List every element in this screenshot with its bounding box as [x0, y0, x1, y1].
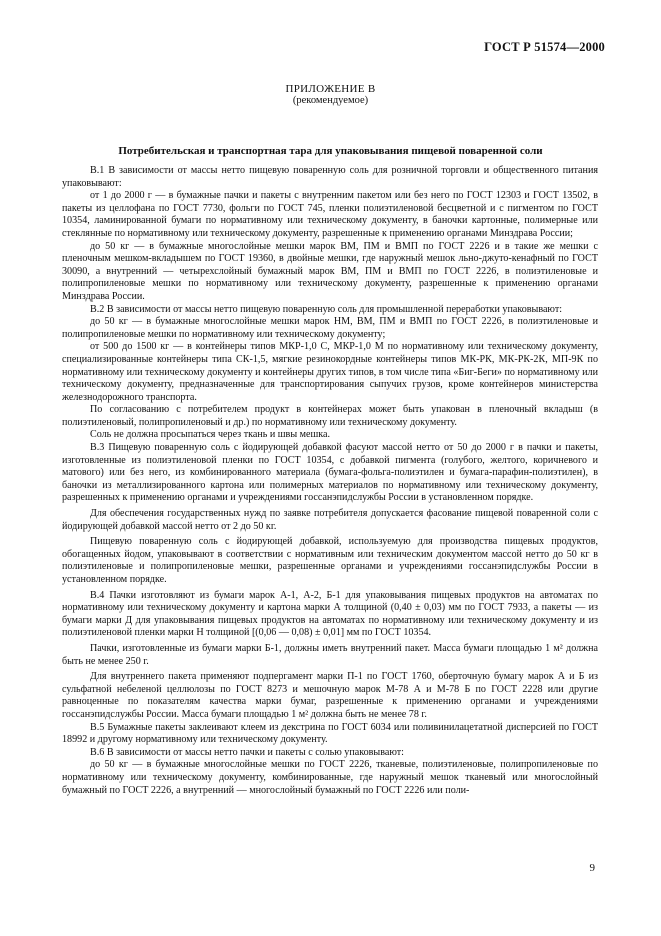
page-number: 9: [589, 862, 595, 874]
paragraph-v2: В.2 В зависимости от массы нетто пищевую поваренную соль для промышленной переработки упаковывают:: [90, 303, 563, 315]
paragraph: Пачки, изготовленные из бумаги марки Б-1, должны иметь внутренний пакет. Масса бумаги площадью 1 м² должна быть не менее 250 г.: [62, 642, 598, 667]
paragraph: Для обеспечения государственных нужд по заявке потребителя допускается фасование пищевой поваренной соли с йодирующей добавкой массой нетто от 2 до 50 кг.: [62, 508, 598, 532]
paragraph: до 50 кг — в бумажные многослойные мешки марок ВМ, ПМ и ВМП по ГОСТ 2226 и в такие же мешки с пленочным мешком-вкладышем по ГОСТ 19360, в двойные мешки, где наружный мешок льно-джуто-кенафный по ГОСТ 30090, а внутренний — четырехслойный бумажный марок ВМ, ПМ и ВМП по ГОСТ 2226, в полиэтиленовые и полипропиленовые мешки по нормативному или техническому документу, разрешенные к применению органами Минздрава России.: [62, 240, 598, 302]
appendix-subtitle: (рекомендуемое): [292, 95, 369, 106]
paragraph-v4: В.4 Пачки изготовляют из бумаги марок А-1, А-2, Б-1 для упаковывания пищевых продуктов на автоматах по нормативному или техническому документу и картона марки А толщиной (0,40 ± 0,03) мм по ГОСТ 7933, а пакеты — из бумаги марки Д для упаковывания пищевых продуктов на автоматах по нормативному или техническому документу и из полиэтиленовой пленки марки Н толщиной [(0,06 — 0,08) ± 0,01] мм по ГОСТ 10354.: [62, 589, 598, 639]
paragraph: от 1 до 2000 г — в бумажные пачки и пакеты с внутренним пакетом или без него по ГОСТ 12303 и ГОСТ 13502, в пакеты из целлофана по ГОСТ 7730, фольги по ГОСТ 745, пленки полиэтиленовой бесцветной и с пигментом по ГОСТ 10354, ламинированной бумаги по нормативному или техническому документу, в баночки картонные, полимерные или стеклянные по нормативному или техническому документу, разрешенные к применению органами Минздрава России;: [62, 190, 598, 239]
paragraph: По согласованию с потребителем продукт в контейнерах может быть упакован в пленочный вкладыш (в полиэтиленовый, полипропиленовый и др.) по нормативному или техническому документу.: [62, 404, 598, 428]
body-text: [62, 165, 598, 797]
paragraph: до 50 кг — в бумажные многослойные мешки марок НМ, ВМ, ПМ и ВМП по ГОСТ 2226, в полиэтиленовые и полипропиленовые мешки по нормативному или техническому документу;: [62, 316, 598, 340]
standard-header: ГОСТ Р 51574—2000: [484, 40, 605, 54]
document-title: Потребительская и транспортная тара для упаковывания пищевой поваренной соли: [118, 145, 543, 157]
paragraph: Для внутреннего пакета применяют подпергамент марки П-1 по ГОСТ 1760, оберточную бумагу марок А и Б из сульфатной небеленой целлюлозы по ГОСТ 8273 и мешочную марок М-78 А и М-78 Б по ГОСТ 2228 или другие равноценные по показателям качества марки бумаг, разрешенные к применению органами и учреждениями госсанэпидслужбы России. Масса бумаги площадью 1 м² должна быть не менее 78 г.: [62, 671, 598, 720]
paragraph-v5: В.5 Бумажные пакеты заклеивают клеем из декстрина по ГОСТ 6034 или поливинилацетатной дисперсией по ГОСТ 18992 и другому нормативному или техническому документу.: [62, 721, 598, 746]
paragraph-v3: В.3 Пищевую поваренную соль с йодирующей добавкой фасуют массой нетто от 50 до 2000 г в пачки и пакеты, изготовленные из полиэтиленовой пленки по ГОСТ 10354, с добавкой пигмента (голубого, желтого, коричневого и матового) или без него, из комбинированного материала (бумага-фольга-полиэтилен и бумага-парафин-полиэтилен), в баночки из металлизированного картона или полимерных материалов по нормативному или техническому документу, разрешенных к применению органами и учреждениями госсанэпидслужбы России в установленном порядке.: [62, 442, 598, 504]
paragraph: до 50 кг — в бумажные многослойные мешки по ГОСТ 2226, тканевые, полиэтиленовые, полипропиленовые по нормативному или техническому документу, комбинированные, где наружный мешок тканевый или многослойный бумажный по ГОСТ 2226, а внутренний — многослойный бумажный по ГОСТ 2226 или поли-: [62, 759, 598, 796]
paragraph: Соль не должна просыпаться через ткань и швы мешка.: [90, 429, 331, 441]
paragraph: от 500 до 1500 кг — в контейнеры типов МКР-1,0 С, МКР-1,0 М по нормативному или техническому документу, специализированные контейнеры типа СК-1,5, мягкие резинокордные контейнеры типов МК-РК, МК-РК-2К, МП-9К по нормативному или техническому документу и контейнеры других типов, в том числе типа «Биг-Беги» по нормативному или техническому документу, предназначенные для транспортирования сыпучих грузов, кроме контейнеров министерства железнодорожного транспорта.: [62, 341, 598, 403]
paragraph-v6: В.6 В зависимости от массы нетто пачки и пакеты с солью упаковывают:: [90, 746, 404, 758]
paragraph: Пищевую поваренную соль с йодирующей добавкой, используемую для производства пищевых продуктов, обогащенных йодом, упаковывают в соответствии с нормативным или техническим документом массой нетто до 50 кг в полиэтиленовые и полипропиленовые мешки, разрешенные органами и учреждениями госсанэпидслужбы России в установленном порядке.: [62, 536, 598, 585]
paragraph-v1: В.1 В зависимости от массы нетто пищевую поваренную соль для розничной торговли и общественного питания упаковывают:: [62, 165, 598, 189]
appendix-title: ПРИЛОЖЕНИЕ В: [285, 83, 376, 95]
